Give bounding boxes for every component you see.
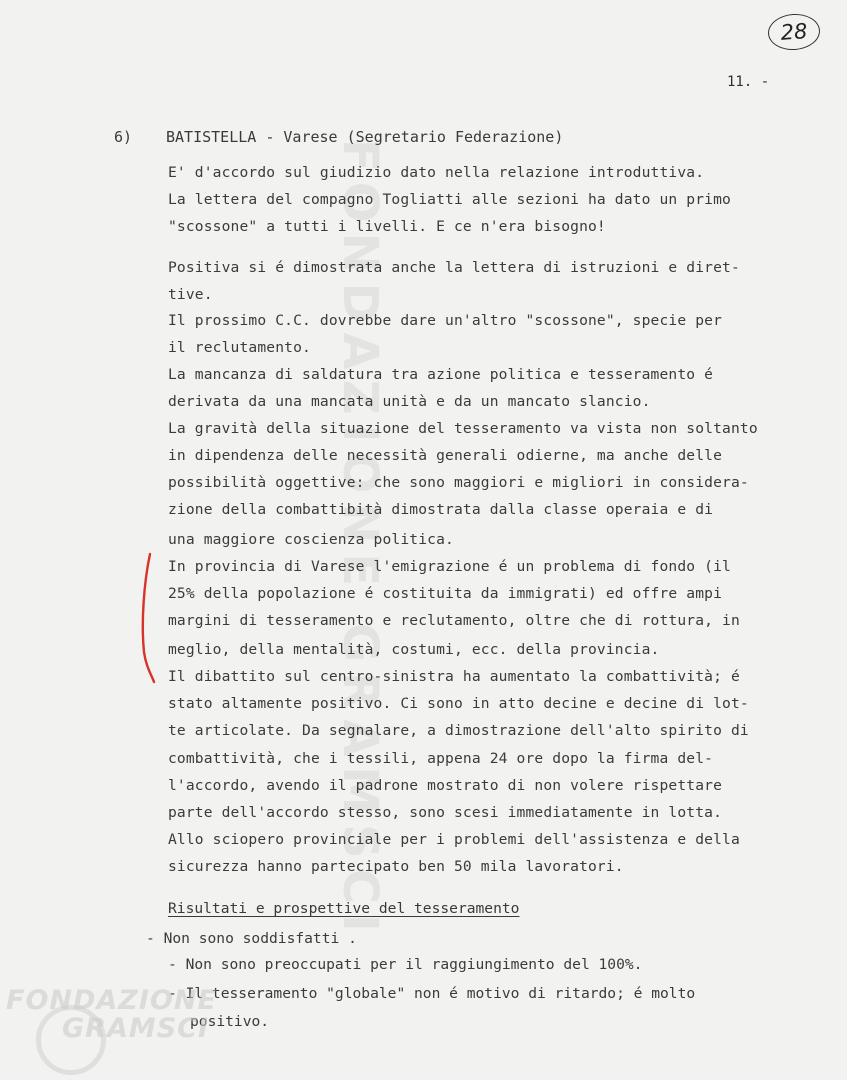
logo-text-line1: FONDAZIONE: [6, 985, 217, 1016]
body-line: margini di tesseramento e reclutamento, oltre che di rottura, in: [168, 612, 740, 629]
logo-text-line2: GRAMSCI: [62, 1013, 210, 1044]
body-line: tive.: [168, 286, 213, 303]
body-line: 25% della popolazione é costituita da immigrati) ed offre ampi: [168, 585, 723, 602]
list-item: - Non sono preoccupati per il raggiungimento del 100%.: [168, 956, 643, 973]
body-line: te articolate. Da segnalare, a dimostrazione dell'alto spirito di: [168, 722, 749, 739]
body-line: parte dell'accordo stesso, sono scesi immediatamente in lotta.: [168, 804, 723, 821]
body-line: possibilità oggettive: che sono maggiori e migliori in considera-: [168, 474, 749, 491]
body-line: zione della combattibità dimostrata dalla classe operaia e di: [168, 501, 714, 518]
body-line: una maggiore coscienza politica.: [168, 531, 454, 548]
body-line: Allo sciopero provinciale per i problemi dell'assistenza e della: [168, 831, 740, 848]
archive-folio-stamp: 28: [767, 12, 821, 52]
list-item: - Non sono soddisfatti .: [146, 930, 357, 947]
body-line: La lettera del compagno Togliatti alle sezioni ha dato un primo: [168, 191, 731, 208]
body-line: l'accordo, avendo il padrone mostrato di non volere rispettare: [168, 777, 723, 794]
body-line: derivata da una mancata unità e da un mancato slancio.: [168, 393, 651, 410]
body-line: Il prossimo C.C. dovrebbe dare un'altro "scossone", specie per: [168, 312, 723, 329]
body-line: E' d'accordo sul giudizio dato nella relazione introduttiva.: [168, 164, 705, 181]
list-item: positivo.: [190, 1013, 270, 1030]
list-item: - Il tesseramento "globale" non é motivo di ritardo; é molto: [168, 985, 696, 1002]
body-line: "scossone" a tutti i livelli. E ce n'era bisogno!: [168, 218, 606, 235]
body-line: stato altamente positivo. Ci sono in atto decine e decine di lot-: [168, 695, 749, 712]
body-line: in dipendenza delle necessità generali odierne, ma anche delle: [168, 447, 723, 464]
page-number: 11. -: [727, 74, 770, 90]
archive-watermark: FONDAZIONE GRAMSCI: [332, 138, 388, 942]
body-line: Il dibattito sul centro-sinistra ha aumentato la combattività; é: [168, 668, 740, 685]
heading-number: 6): [114, 128, 133, 146]
fondazione-gramsci-logo: [6, 985, 226, 1065]
body-line: La gravità della situazione del tesseramento va vista non soltanto: [168, 420, 758, 437]
body-line: La mancanza di saldatura tra azione politica e tesseramento é: [168, 366, 714, 383]
body-line: sicurezza hanno partecipato ben 50 mila lavoratori.: [168, 858, 624, 875]
body-line: In provincia di Varese l'emigrazione é un problema di fondo (il: [168, 558, 731, 575]
section-title: Risultati e prospettive del tesseramento: [168, 900, 520, 917]
body-line: meglio, della mentalità, costumi, ecc. della provincia.: [168, 641, 660, 658]
body-line: il reclutamento.: [168, 339, 311, 356]
body-line: combattività, che i tessili, appena 24 ore dopo la firma del-: [168, 750, 714, 767]
body-line: Positiva si é dimostrata anche la lettera di istruzioni e diret-: [168, 259, 740, 276]
speaker-heading: BATISTELLA - Varese (Segretario Federazione): [166, 128, 564, 146]
red-margin-mark: [138, 552, 158, 684]
